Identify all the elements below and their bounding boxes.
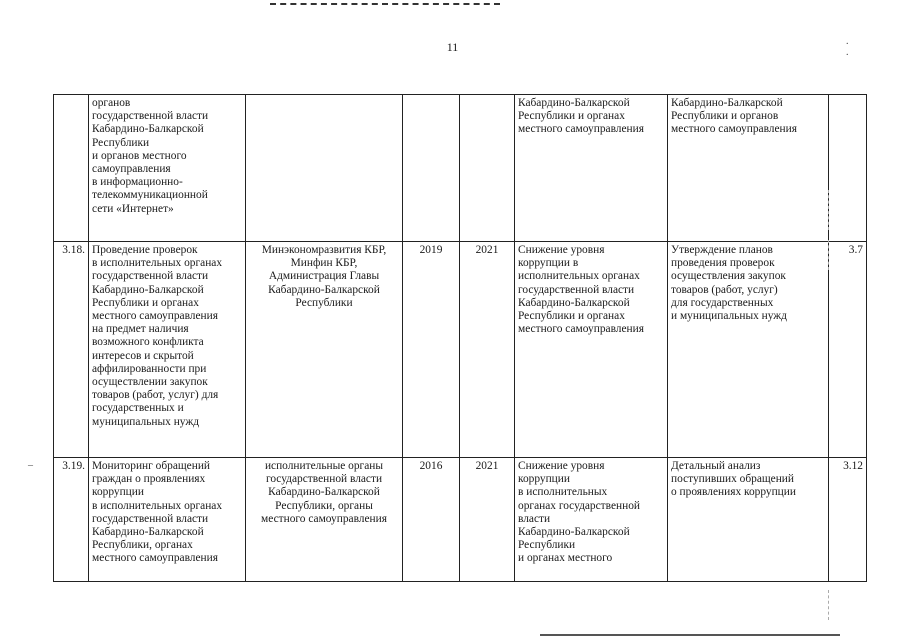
- start-year: 2016: [403, 458, 460, 582]
- table-row: [54, 242, 867, 458]
- item-number: [54, 95, 89, 242]
- end-year: 2021: [460, 242, 515, 458]
- item-number: 3.18.: [54, 242, 89, 458]
- event-description: Мониторинг обращений граждан о проявлениях коррупции в исполнительных органах государственной власти Кабардино-Балкарской Республики, органах местного самоуправления: [89, 458, 246, 582]
- scan-artifact-margin: [828, 590, 829, 620]
- expected-result: Снижение уровня коррупции в исполнительных органах государственной власти Кабардино-Балкарской Республики и органах местного: [515, 458, 668, 582]
- program-reference: [829, 95, 867, 242]
- start-year: [403, 95, 460, 242]
- end-year: [460, 95, 515, 242]
- scan-artifact-left: –: [28, 460, 33, 471]
- expected-result: Кабардино-Балкарской Республики и органах местного самоуправления: [515, 95, 668, 242]
- executors: Минэкономразвития КБР, Минфин КБР, Администрация Главы Кабардино-Балкарской Республики: [246, 242, 403, 458]
- program-reference: 3.12: [829, 458, 867, 582]
- table-row: [54, 95, 867, 242]
- scan-artifact-bottom: [540, 634, 840, 638]
- indicator: Детальный анализ поступивших обращений о проявлениях коррупции: [668, 458, 829, 582]
- indicator: Утверждение планов проведения проверок осуществления закупок товаров (работ, услуг) для государственных и муниципальных нужд: [668, 242, 829, 458]
- indicator: Кабардино-Балкарской Республики и органов местного самоуправления: [668, 95, 829, 242]
- anticorruption-plan-table: [53, 94, 867, 582]
- executors: [246, 95, 403, 242]
- executors: исполнительные органы государственной власти Кабардино-Балкарской Республики, органы местного самоуправления: [246, 458, 403, 582]
- scan-artifact-top: [270, 0, 500, 5]
- program-reference: 3.7: [829, 242, 867, 458]
- page-number: 11: [446, 40, 459, 54]
- end-year: 2021: [460, 458, 515, 582]
- start-year: 2019: [403, 242, 460, 458]
- scan-artifact-margin: [828, 190, 829, 230]
- table-row: [54, 458, 867, 582]
- scan-artifact-margin: [828, 240, 829, 270]
- item-number: 3.19.: [54, 458, 89, 582]
- event-description: органов государственной власти Кабардино-Балкарской Республики и органов местного самоуправления в информационно- телекоммуникационной сети «Интернет»: [89, 95, 246, 242]
- expected-result: Снижение уровня коррупции в исполнительных органах государственной власти Кабардино-Балкарской Республики и органах местного самоуправления: [515, 242, 668, 458]
- event-description: Проведение проверок в исполнительных органах государственной власти Кабардино-Балкарской Республики и органах местного самоуправления на предмет наличия возможного конфликта интересов и скрытой аффилированности при осуществлении закупок товаров (работ, услуг) для государственных и муниципальных нужд: [89, 242, 246, 458]
- scan-artifact-corner: . .: [846, 36, 869, 58]
